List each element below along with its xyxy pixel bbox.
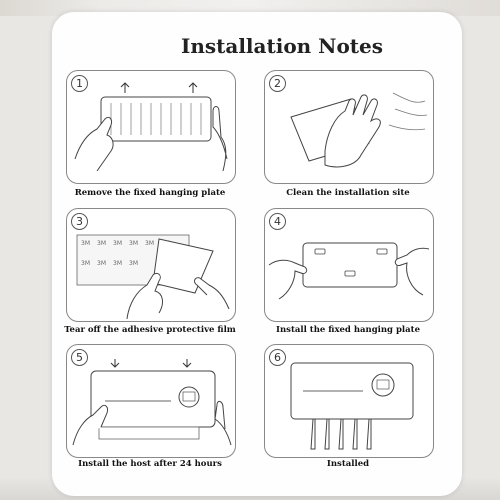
tape-label: 3M <box>97 240 106 247</box>
clean-site-illustration <box>265 71 433 183</box>
step-1-number: 1 <box>71 75 88 92</box>
step-4-panel <box>264 208 434 322</box>
step-1-caption: Remove the fixed hanging plate <box>74 188 226 198</box>
install-host-illustration <box>67 345 235 457</box>
step-2-panel <box>264 70 434 184</box>
instruction-card <box>52 12 462 496</box>
tape-label: 3M <box>145 240 154 247</box>
tape-label: 3M <box>97 260 106 267</box>
step-1-panel <box>66 70 236 184</box>
tape-label: 3M <box>113 260 122 267</box>
step-6-number: 6 <box>269 349 286 366</box>
step-5-caption: Install the host after 24 hours <box>78 459 222 469</box>
step-6-panel <box>264 344 434 458</box>
tape-label: 3M <box>129 260 138 267</box>
step-3-caption: Tear off the adhesive protective film <box>64 325 236 335</box>
tear-film-illustration <box>67 209 235 321</box>
step-2-number: 2 <box>269 75 286 92</box>
step-4-caption: Install the fixed hanging plate <box>276 325 420 335</box>
step-6-caption: Installed <box>326 459 370 469</box>
step-5-number: 5 <box>71 349 88 366</box>
tape-label: 3M <box>113 240 122 247</box>
step-3-panel <box>66 208 236 322</box>
install-plate-illustration <box>265 209 433 321</box>
installed-illustration <box>265 345 433 457</box>
step-5-panel <box>66 344 236 458</box>
tape-label: 3M <box>81 240 90 247</box>
step-4-number: 4 <box>269 213 286 230</box>
step-3-number: 3 <box>71 213 88 230</box>
remove-plate-illustration <box>67 71 235 183</box>
tape-label: 3M <box>81 260 90 267</box>
page-title: Installation Notes <box>180 34 384 58</box>
tape-label: 3M <box>129 240 138 247</box>
step-2-caption: Clean the installation site <box>286 188 410 198</box>
